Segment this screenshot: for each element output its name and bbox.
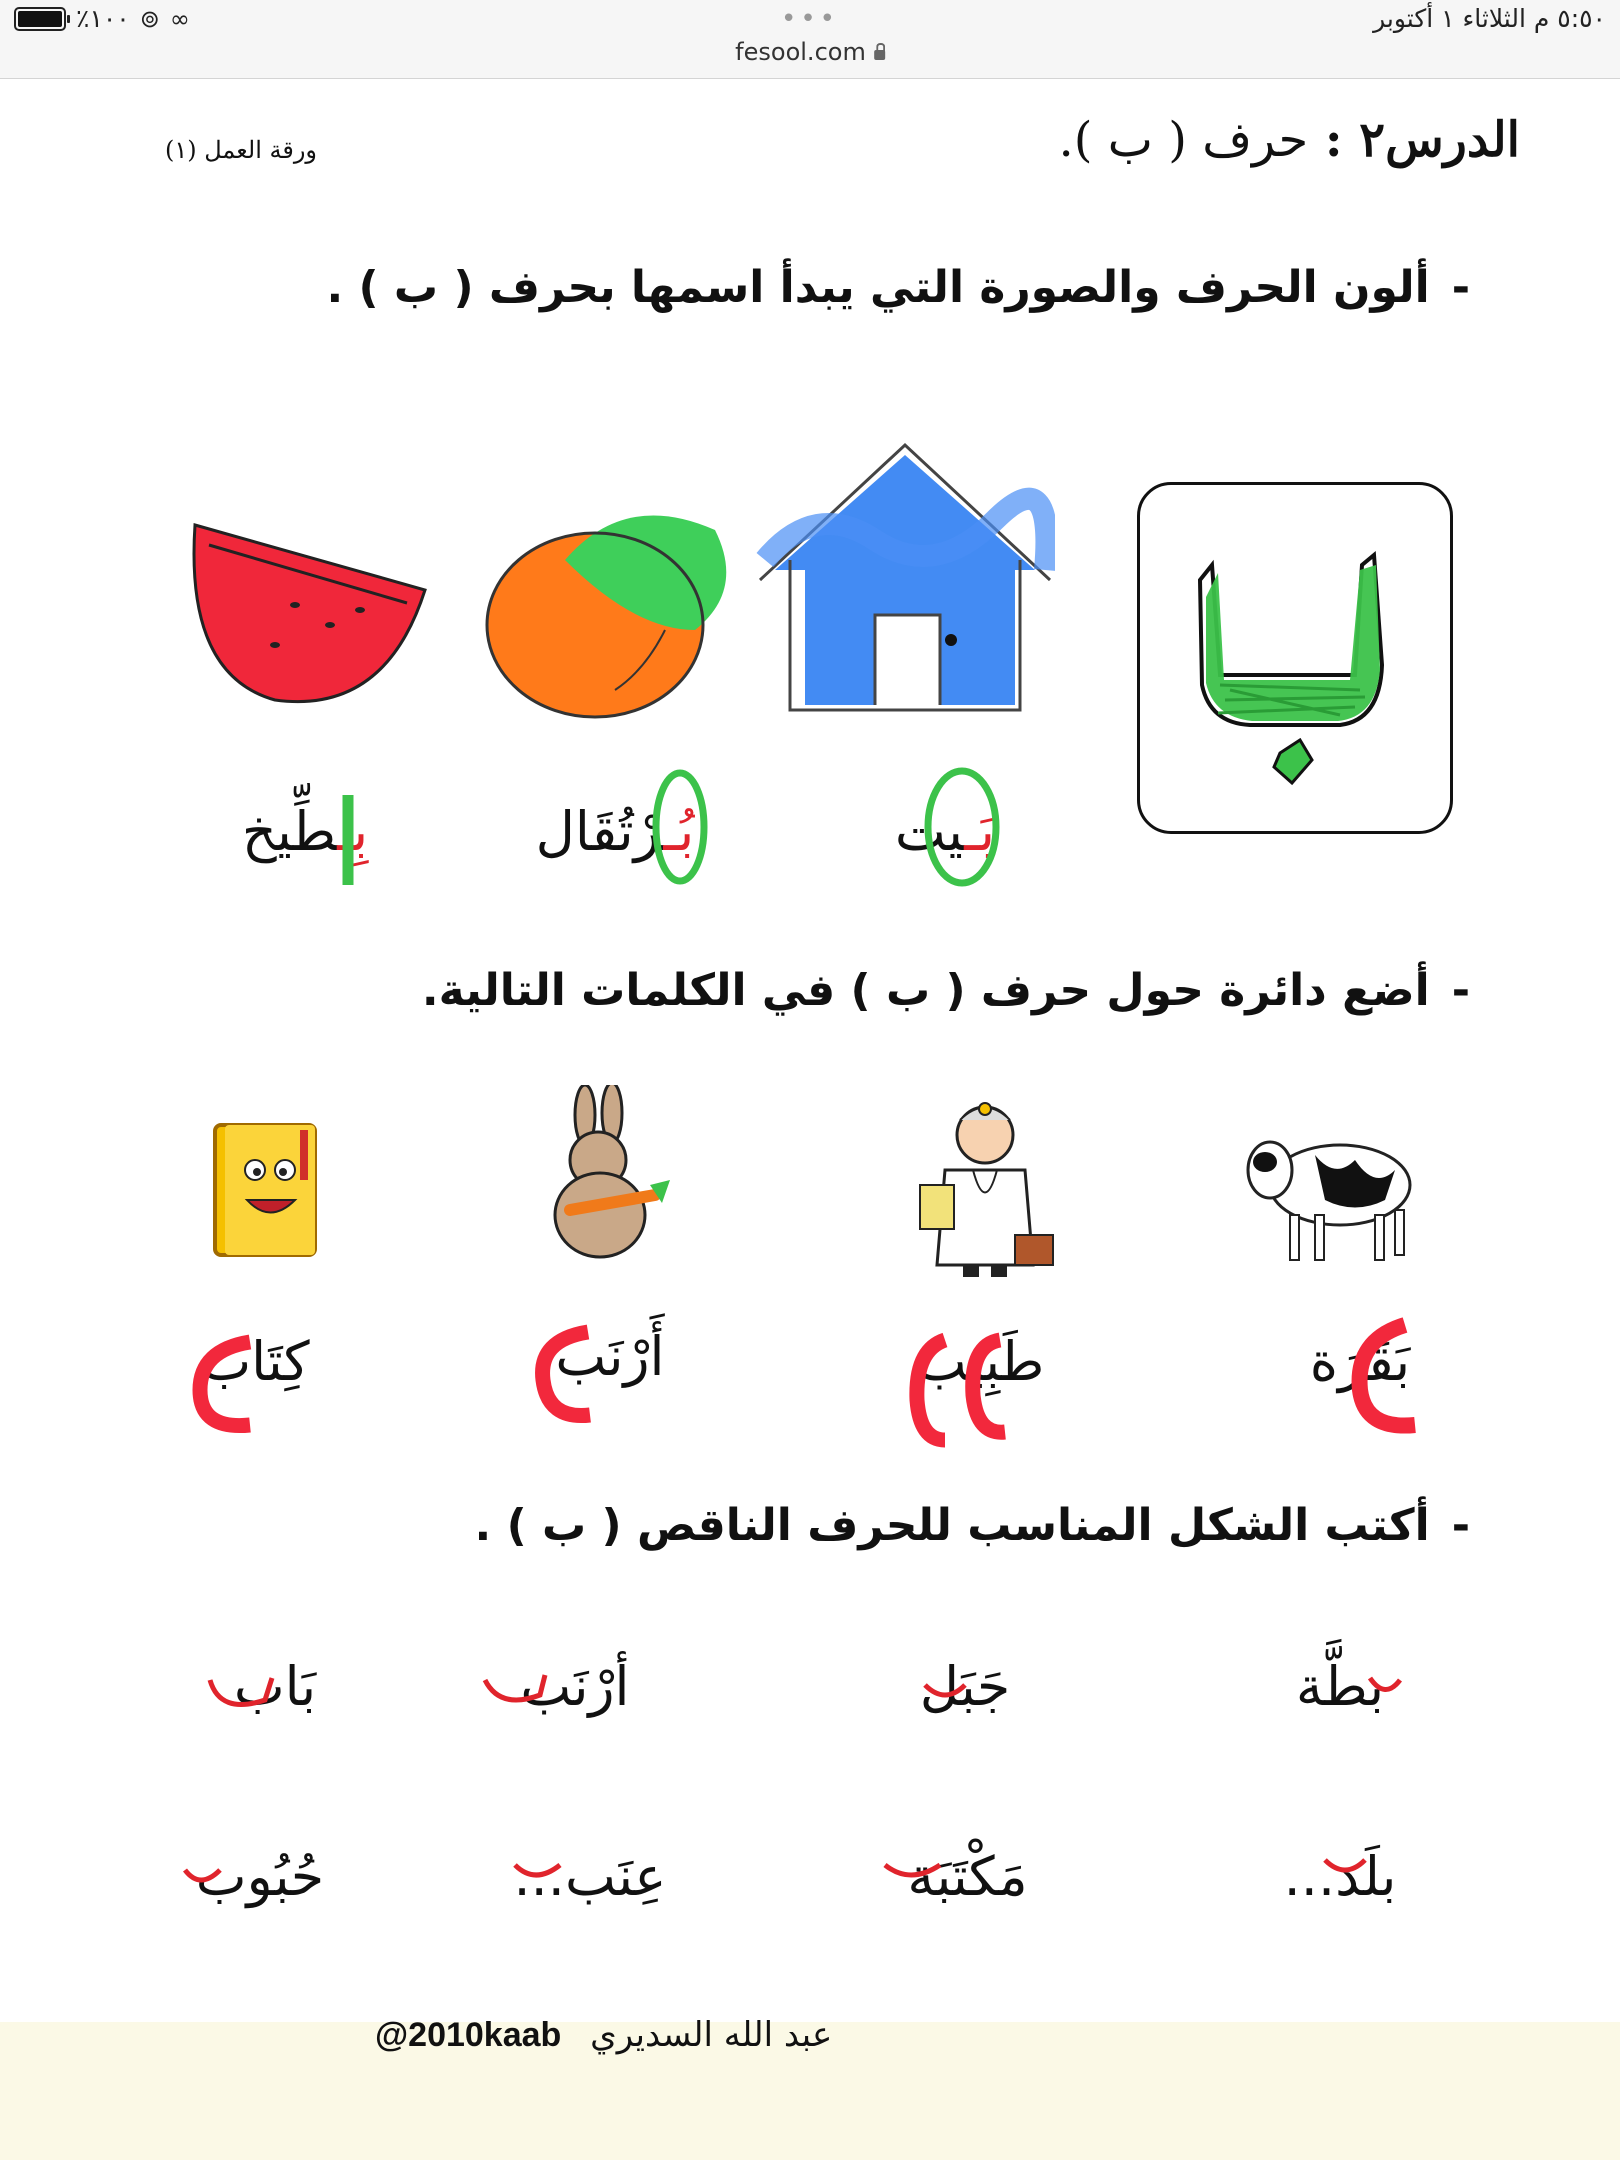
lesson-title bbox=[1059, 112, 1520, 168]
red-circle-mark bbox=[905, 1320, 1035, 1450]
footer-author: عبد الله السديري bbox=[590, 2015, 833, 2055]
lesson-letter: حرف ( ب ). bbox=[1058, 112, 1309, 168]
word-kitab: كِتَاب bbox=[200, 1330, 310, 1393]
picture-doctor bbox=[915, 1095, 1055, 1284]
instruction-text: أضع دائرة حول حرف ( ب ) في الكلمات التالية. bbox=[421, 965, 1430, 1016]
picture-watermelon bbox=[175, 515, 435, 719]
red-circle-mark bbox=[528, 1320, 618, 1430]
fill-word-batta: بطَّة bbox=[1295, 1655, 1385, 1718]
fill-word-balad: بلَد... bbox=[1283, 1845, 1397, 1908]
picture-house bbox=[755, 440, 1055, 724]
fill-word-jabal: جَبَل bbox=[919, 1655, 1011, 1718]
word-rest: يت bbox=[894, 800, 965, 863]
footer-handle: @2010kaab bbox=[375, 2016, 562, 2054]
lesson-label: الدرس٢ : bbox=[1324, 112, 1520, 168]
red-circle-mark bbox=[185, 1330, 275, 1440]
instruction-circle bbox=[422, 965, 1470, 1016]
rotation-lock-icon: ⊚ bbox=[139, 4, 160, 33]
letter-card bbox=[1137, 482, 1453, 834]
battery-percent: ٪١٠٠ bbox=[76, 4, 130, 33]
word-tabib: طَبِيب bbox=[915, 1330, 1045, 1393]
footer-credit bbox=[375, 2015, 832, 2055]
word-rest: طِّيخ bbox=[241, 800, 338, 863]
green-circle-mark bbox=[912, 765, 1012, 890]
instruction-text: أكتب الشكل المناسب للحرف الناقص ( ب ) . bbox=[474, 1500, 1430, 1551]
instruction-write bbox=[475, 1500, 1470, 1551]
bullet-dash: - bbox=[1451, 965, 1470, 1016]
link-icon: ∞ bbox=[169, 4, 190, 33]
picture-book bbox=[205, 1115, 330, 1269]
handwritten-answers bbox=[0, 1640, 1620, 1940]
word-arnab: أَرْنَب bbox=[555, 1325, 665, 1388]
word-first-letter: بِـ bbox=[337, 800, 369, 863]
word-first-letter: بَـ bbox=[964, 800, 996, 863]
lock-icon bbox=[874, 50, 885, 60]
picture-rabbit bbox=[530, 1085, 680, 1269]
instruction-text: ألون الحرف والصورة التي يبدأ اسمها بحرف ( ب ) . bbox=[326, 262, 1430, 313]
url-text: fesool.com bbox=[735, 38, 866, 66]
tab-dots-button[interactable]: ••• bbox=[780, 4, 840, 34]
url-bar[interactable] bbox=[735, 38, 885, 66]
fill-word-maktaba: مَكْتَبَة bbox=[907, 1845, 1028, 1908]
picture-orange bbox=[485, 480, 745, 724]
browser-status-bar bbox=[0, 0, 1620, 79]
word-baqara: بَقَرَة bbox=[1309, 1330, 1411, 1393]
status-time-date: ٥:٥٠ م الثلاثاء ١ أكتوبر bbox=[1373, 4, 1606, 33]
letter-ba-glyph bbox=[1140, 485, 1450, 831]
red-circle-mark bbox=[1345, 1310, 1440, 1440]
sheet-number: ورقة العمل (١) bbox=[165, 136, 318, 164]
instruction-color bbox=[326, 262, 1470, 313]
fill-word-inab: عِنَب... bbox=[513, 1845, 667, 1908]
fill-word-hubub: حُبُوب bbox=[195, 1845, 325, 1908]
word-first-letter: بُـ bbox=[663, 800, 695, 863]
fill-word-bab: بَاب bbox=[233, 1655, 317, 1718]
bullet-dash: - bbox=[1451, 1500, 1470, 1551]
battery-icon bbox=[14, 7, 66, 31]
status-left-group bbox=[14, 4, 190, 33]
bullet-dash: - bbox=[1451, 262, 1470, 313]
word-rest: رْتُقَال bbox=[535, 800, 664, 863]
fill-word-arnab: أرْنَب bbox=[520, 1655, 630, 1718]
green-circle-mark bbox=[640, 765, 720, 890]
picture-cow bbox=[1235, 1120, 1415, 1274]
green-stroke-mark bbox=[318, 785, 378, 895]
